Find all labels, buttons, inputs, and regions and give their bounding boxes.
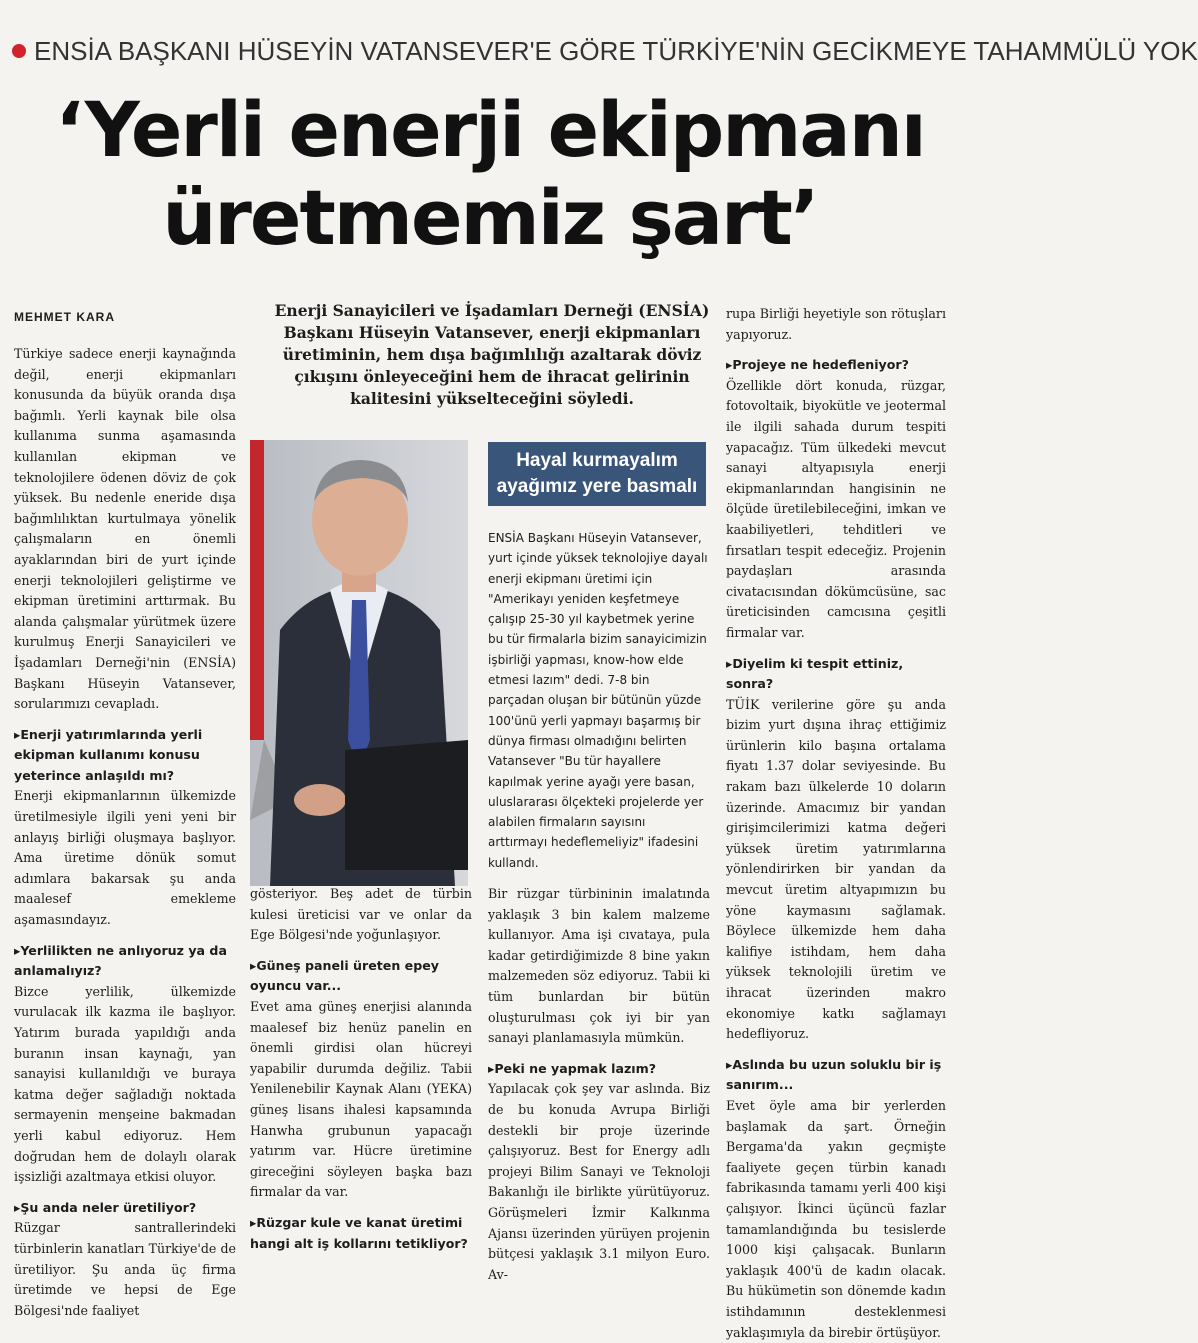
headline-line2: üretmemiz şart’ <box>162 173 818 262</box>
bullet-dot-icon <box>12 44 26 58</box>
question-heading: ▸Diyelim ki tespit ettiniz, sonra? <box>726 655 904 692</box>
paragraph: gösteriyor. Beş adet de türbin kulesi üreticisi var ve onlar da Ege Bölgesi'nde yoğunlaşıyor. <box>250 886 472 943</box>
paragraph: Rüzgar santrallerindeki türbinlerin kanatları Türkiye'de de üretiliyor. Şu anda üç firma üretimde ve hepsi de Ege Bölgesi'nde faaliyet <box>14 1220 236 1318</box>
portrait-illustration <box>250 440 468 886</box>
intro-paragraph: Enerji Sanayicileri ve İşadamları Derneği (ENSİA) Başkanı Hüseyin Vatansever, enerji ekipmanları üretiminin, hem dışa bağımlılığı azaltarak döviz çıkışını önleyeceğini hem de ihracat gelirinin kalitesini yükselteceğini söyledi. <box>274 301 710 408</box>
article-column-1 <box>14 344 236 1321</box>
paragraph: Evet ama güneş enerjisi alanında maalesef biz henüz panelin en önemli girdisi olan hücreyi yapabilir durumda değiliz. Tabii Yenilenebilir Kaynak Alanı (YEKA) güneş lisans ihalesi kapsamında Hanwha grubunun yapacağı yatırım var. Hücre üretimine gireceğini söyleyen başka bazı firmalar da var. <box>250 998 472 1200</box>
paragraph: Enerji ekipmanlarının ülkemizde üretilmesiyle ilgili yeni yeni bir anlayış birliği oluşmaya başlıyor. Ama üretime dönük somut adımlara bakarsak şu anda maalesef emekleme aşamasındayız. <box>14 788 236 928</box>
headline-line1: ‘Yerli enerji ekipmanı <box>55 85 925 174</box>
paragraph: Bizce yerlilik, ülkemizde vurulacak ilk kazma ile başlıyor. Yatırım burada yapıldığı anda buranın insan kaynağı, yan sanayisi kullanıldığı ve buraya katma değer sağladığı noktada sermayenin menşeine bakmadan yerli kabul ediyoruz. Hem doğrudan hem de dolaylı olarak işsizliği azaltmaya etkisi oluyor. <box>14 983 236 1185</box>
paragraph: rupa Birliği heyetiyle son rötuşları yapıyoruz. <box>726 306 946 342</box>
paragraph: ENSİA Başkanı Hüseyin Vatansever, yurt içinde yüksek teknolojiye dayalı enerji ekipmanı üretimi için "Amerikayı yeniden keşfetmeye çalışıp 25-30 yıl kaybetmek yerine bu tür firmalarla bizim sanayicimizin işbirliği yapması, know-how elde etmesi lazım" dedi. 7-8 bin parçadan oluşan bir bütünün yüzde 100'ünü yerli yapmayı başarmış bir dünya firması olmadığını belirten Vatansever "Bu tür hayallere kapılmak yerine ayağı yere basan, uluslararası ölçekteki projelerde yer alabilen firmaların sayısını arttırmayı hedeflemeliyiz" ifadesini kullandı. <box>488 531 708 870</box>
paragraph: Türkiye sadece enerji kaynağında değil, enerji ekipmanları konusunda da büyük oranda dışa bağımlı. Yerli kaynak bile olsa kullanıma sunma aşamasında kullanılan ekipman ve teknolojilere ödenen döviz de çok yüksek. Bu nedenle eneride dışa bağımlılıktan kurtulmaya yönelik çalışmaların en önemli ayaklarından biri de yurt içinde enerji teknolojileri geliştirme ve ekipman üretimini arttırmak. Bu alanda çalışmalar yürütmek üzere kurulmuş Enerji Sanayicileri ve İşadamları Derneği'nin (ENSİA) Başkanı Hüseyin Vatansever, sorularımızı cevapladı. <box>14 346 236 712</box>
question-heading: ▸Enerji yatırımlarında yerli ekipman kullanımı konusu yeterince anlaşıldı mı? <box>14 726 203 783</box>
question-heading: ▸Yerlilikten ne anlıyoruz ya da anlamalıyız? <box>14 942 227 979</box>
question-heading: ▸Rüzgar kule ve kanat üretimi hangi alt iş kollarını tetikliyor? <box>250 1214 468 1251</box>
paragraph: Özellikle dört konuda, rüzgar, fotovoltaik, biyokütle ve jeotermal ile ilgili sahada durum tespiti yapacağız. Tüm ülkedeki mevcut sanayi altyapısıyla enerji ekipmanlarından hangisinin ne ölçüde üretilebileceğini, imkan ve kaabiliyetleri, tehditleri ve fırsatları tespit edeceğiz. Projenin paydaşları arasında civatacısından dökümcüsüne, sac üreticisinden camcısına çeşitli firmalar var. <box>726 377 946 640</box>
sidebar-title: Hayal kurmayalım ayağımız yere basmalı <box>488 442 706 506</box>
paragraph: Yapılacak çok şey var aslında. Biz de bu konuda Avrupa Birliği destekli bir proje üzerinde çalışıyoruz. Best for Energy adlı projeyi Bilim Sanayi ve Teknoloji Bakanlığı ile birlikte yürütüyoruz. Görüşmeleri İzmir Kalkınma Ajansı üzerinden yürüyen projenin bütçesi yaklaşık 3.1 milyon Euro. Av- <box>488 1081 710 1282</box>
byline: MEHMET KARA <box>14 310 115 324</box>
kicker-text: ENSİA BAŞKANI HÜSEYİN VATANSEVER'E GÖRE TÜRKİYE'NİN GECİKMEYE TAHAMMÜLÜ YOK <box>34 36 1198 66</box>
kicker <box>12 36 1198 67</box>
question-heading: ▸Projeye ne hedefleniyor? <box>726 357 909 373</box>
sidebar-text <box>488 528 708 873</box>
question-heading: ▸Güneş paneli üreten epey oyuncu var... <box>250 957 439 994</box>
article-column-3 <box>488 884 710 1285</box>
question-heading: ▸Peki ne yapmak lazım? <box>488 1060 657 1076</box>
question-heading: ▸Aslında bu uzun soluklu bir iş sanırım... <box>726 1056 942 1093</box>
portrait-photo <box>250 440 468 886</box>
paragraph: Bir rüzgar türbininin imalatında yaklaşık 3 bin kalem malzeme kullanıyor. Ama işi cıvataya, pula kadar getirdiğimizde 8 bine yakın malzemeden söz ediyoruz. Tabii ki tüm bunlardan bir bütün oluşturulması çok iyi bir yan sanayi planlamasıyla mümkün. <box>488 886 710 1046</box>
article-column-2 <box>250 884 472 1254</box>
headline <box>40 86 940 262</box>
paragraph: TÜİK verilerine göre şu anda bizim yurt dışına ihraç ettiğimiz ürünlerin kilo başına ortalama fiyatı 1.37 dolar seviyesinde. Bu rakam bazı ülkelerde 10 doların üzerinde. Amacımız bir yandan girişimcilerimizi katma değeri yüksek üretim yatırımlarına yönlendirirken bir yandan da mevcut üretim altyapımızın bu yöne kaymasını sağlamak. Böylece ülkemizde hem daha kalifiye istihdam, hem daha yüksek teknolojili üretim ve ihracat üzerinden makro ekonomiye katkı sağlamayı hedefliyoruz. <box>726 696 946 1042</box>
question-heading: ▸Şu anda neler üretiliyor? <box>14 1199 197 1215</box>
article-column-4 <box>726 304 946 1343</box>
paragraph: Evet öyle ama bir yerlerden başlamak da şart. Örneğin Bergama'da yakın geçmişte faaliyete geçen türbin kanadı fabrikasında tamamı yerli 400 kişi çalışıyor. İkinci üçüncü fazlar tamamlandığında bu tesislerde 1000 kişi çalışacak. Bunların yaklaşık 400'ü de kadın olacak. Bu hükümetin son dönemde kadın istihdamının desteklenmesi yaklaşımıyla da birebir örtüşüyor. <box>726 1097 946 1340</box>
